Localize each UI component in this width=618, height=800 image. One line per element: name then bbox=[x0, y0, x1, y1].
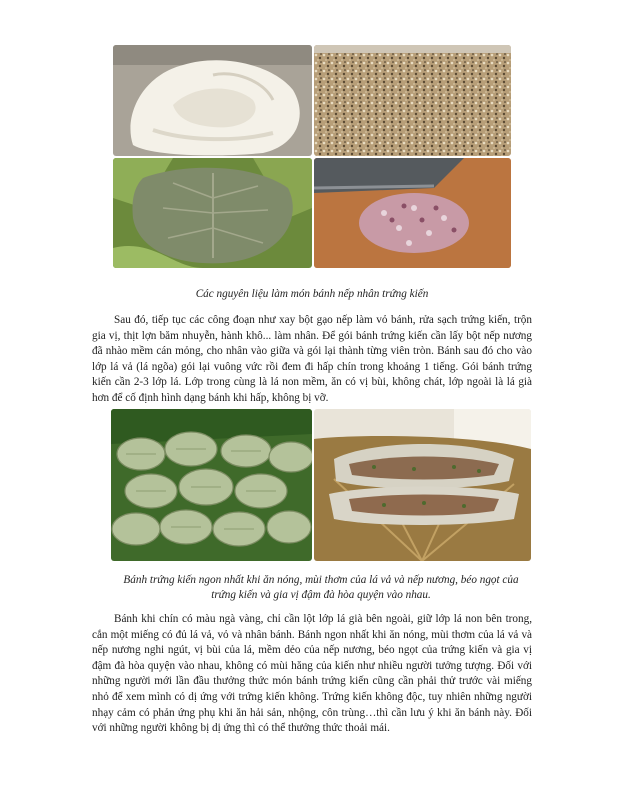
figure2-caption: Bánh trứng kiến ngon nhất khi ăn nóng, mùi thơm của lá vả và nếp nương, béo ngọt của trứng kiến và gia vị đậm đà hòa quyện vào nhau. bbox=[123, 574, 519, 601]
dough-photo bbox=[113, 45, 312, 156]
paragraph-1-text: Sau đó, tiếp tục các công đoạn như xay bột gạo nếp làm vỏ bánh, rửa sạch trứng kiến, trộn gia vị, thịt lợn băm nhuyễn, hành khô... làm nhân. Để gói bánh trứng kiến cần lấy bột nếp nương đã nhào mềm cán mỏng, cho nhân vào giữa và gói lại thành từng viên tròn. Bánh sau đó cho vào lớp lá vả (lá ngõa) gói lại vuông vức rồi đem đi hấp chín trong khoảng 1 tiếng. Gói bánh trứng kiến cần 2-3 lớp lá. Lớp trong cùng là lá non mềm, ăn có vị bùi, không chát, lớp ngoài là lá già hơn để cố định hình dạng bánh khi hấp, không bị vỡ. bbox=[92, 314, 532, 404]
paragraph-2-text: Bánh khi chín có màu ngà vàng, chỉ cần lột lớp lá già bên ngoài, giữ lớp lá non bên trong, cắn một miếng có đủ lá vả, vỏ và nhân bánh. Bánh ngon nhất khi ăn nóng, mùi thơm của lá vả và nếp nương nghi ngút, vị bùi của lá, mềm dẻo của nếp nương, béo ngọt của trứng kiến và gia vị đậm đà hòa quyện vào nhau, không có mùi hăng của kiến như nhiều người tưởng tượng. Đối với những người mới lần đầu thưởng thức món bánh trứng kiến cũng cần phải thử trước vài miếng nhỏ để xem mình có dị ứng với trứng kiến không. Trứng kiến không độc, tuy nhiên những người nhạy cảm có phản ứng phụ khi ăn hải sản, nhộng, côn trùng…thì cần lưu ý khi ăn bánh này. Đối với những người không bị dị ứng thì có thể thưởng thức thoải mái. bbox=[92, 613, 532, 735]
paragraph-1 bbox=[92, 313, 532, 404]
figure1-caption: Các nguyên liệu làm món bánh nếp nhân trứng kiến bbox=[195, 288, 429, 300]
wrapped-cakes-photo bbox=[111, 409, 312, 561]
cut-cake-photo bbox=[314, 409, 531, 561]
paragraph-2 bbox=[92, 612, 532, 742]
chopped-shallot-photo bbox=[314, 158, 511, 268]
leaf-photo bbox=[113, 158, 312, 268]
ant-egg-rice-photo bbox=[314, 45, 511, 156]
